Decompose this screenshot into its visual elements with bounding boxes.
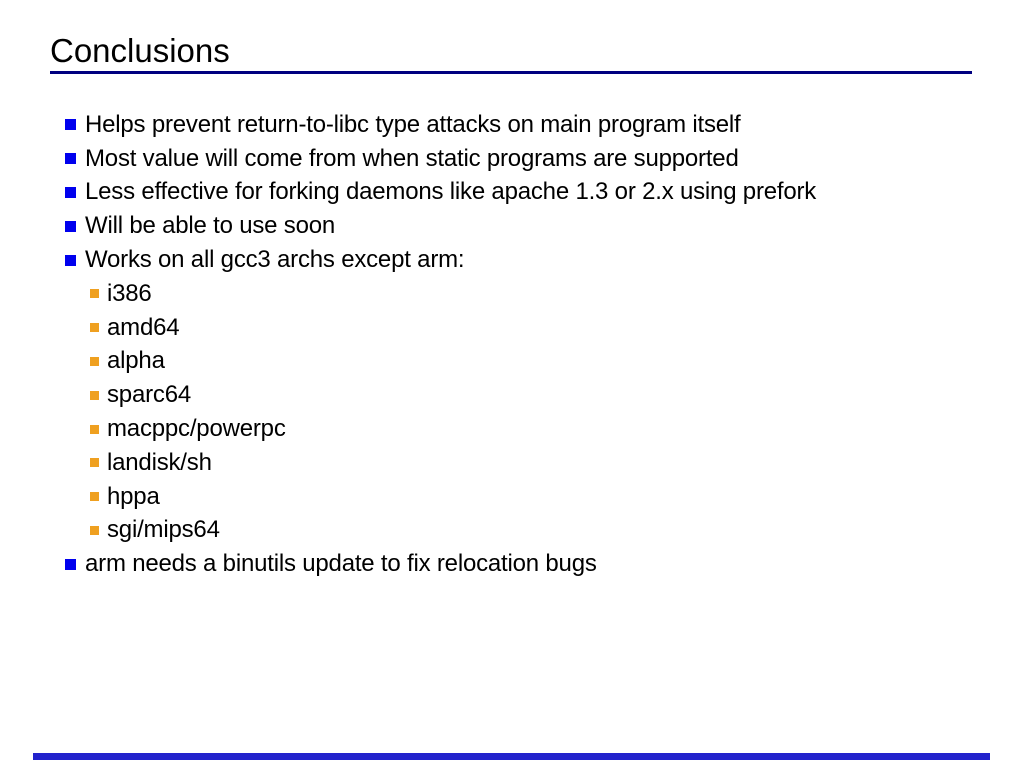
- bullet-text: landisk/sh: [107, 448, 212, 476]
- bullet-text: sgi/mips64: [107, 516, 220, 544]
- bullet-item: [0, 243, 1024, 277]
- bullet-item: [0, 514, 1024, 548]
- slide-title: Conclusions: [50, 32, 230, 69]
- title-underline: [50, 71, 972, 74]
- bullet-text: Will be able to use soon: [85, 212, 336, 240]
- bullet-square-icon: [90, 357, 99, 366]
- bullet-item: [0, 176, 1024, 210]
- bullet-square-icon: [90, 492, 99, 501]
- bullet-text: Less effective for forking daemons like apache 1.3 or 2.x using prefork: [85, 178, 817, 206]
- bullet-square-icon: [90, 323, 99, 332]
- bullet-square-icon: [65, 119, 76, 130]
- bullet-item: [0, 547, 1024, 581]
- bullet-item: [0, 108, 1024, 142]
- bullet-text: sparc64: [107, 381, 191, 409]
- bullet-item: [0, 412, 1024, 446]
- bullet-square-icon: [90, 391, 99, 400]
- bullet-item: [0, 446, 1024, 480]
- bullet-square-icon: [65, 187, 76, 198]
- bullet-list: [0, 108, 1024, 581]
- bullet-text: Most value will come from when static programs are supported: [85, 144, 739, 172]
- bullet-square-icon: [65, 221, 76, 232]
- bullet-text: Works on all gcc3 archs except arm:: [85, 246, 465, 274]
- bullet-text: i386: [107, 279, 152, 307]
- bullet-item: [0, 209, 1024, 243]
- bullet-square-icon: [65, 255, 76, 266]
- bullet-square-icon: [65, 153, 76, 164]
- bullet-item: [0, 345, 1024, 379]
- bullet-text: alpha: [107, 347, 165, 375]
- bullet-text: macppc/powerpc: [107, 415, 286, 443]
- bullet-item: [0, 142, 1024, 176]
- bullet-item: [0, 311, 1024, 345]
- bullet-square-icon: [90, 526, 99, 535]
- footer-bar: [33, 753, 990, 760]
- bullet-square-icon: [90, 289, 99, 298]
- bullet-item: [0, 480, 1024, 514]
- bullet-item: [0, 378, 1024, 412]
- bullet-text: Helps prevent return-to-libc type attacks on main program itself: [85, 110, 741, 138]
- bullet-square-icon: [90, 458, 99, 467]
- bullet-square-icon: [65, 559, 76, 570]
- bullet-item: [0, 277, 1024, 311]
- bullet-text: arm needs a binutils update to fix relocation bugs: [85, 550, 597, 578]
- bullet-square-icon: [90, 425, 99, 434]
- bullet-text: amd64: [107, 313, 180, 341]
- bullet-text: hppa: [107, 482, 160, 510]
